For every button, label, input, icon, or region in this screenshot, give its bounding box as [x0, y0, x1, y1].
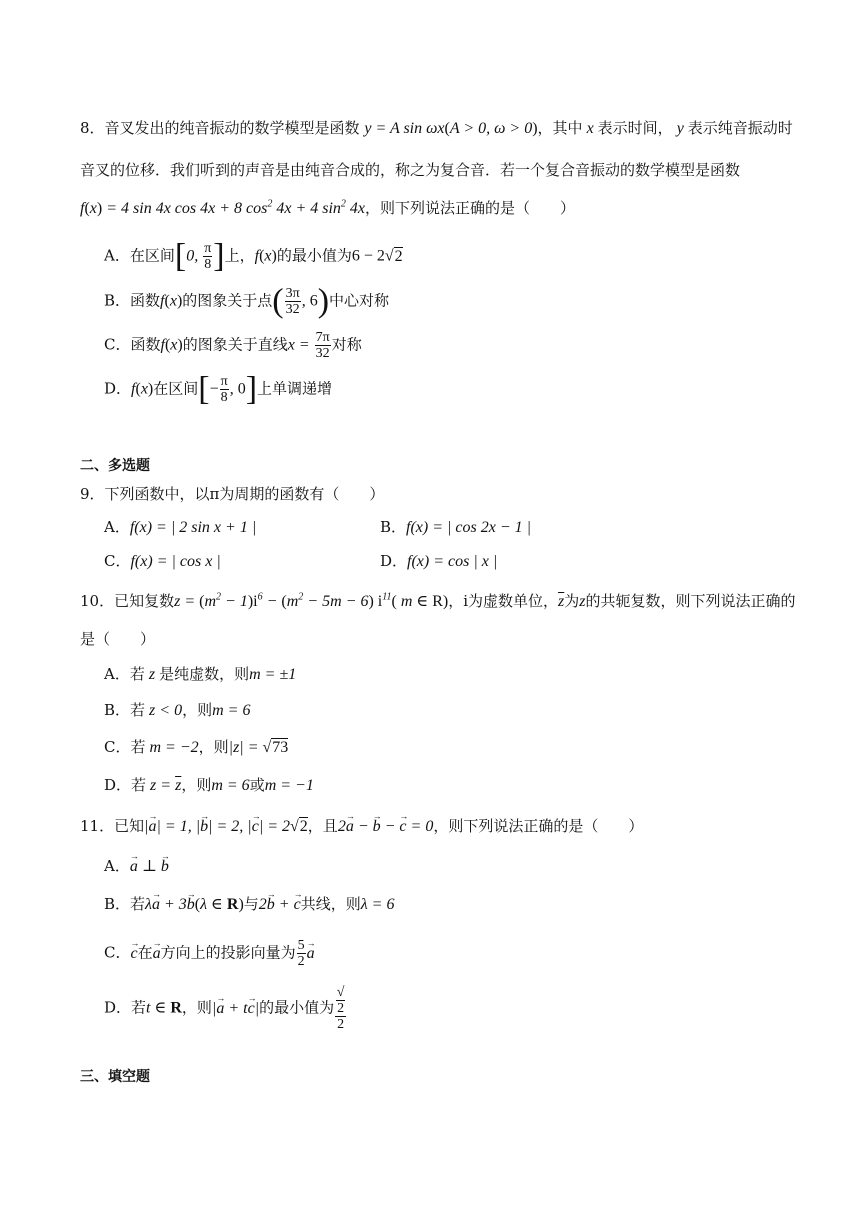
option-label: D． — [104, 776, 132, 794]
q8-formula-model: y = A sin ωx(A > 0, ω > 0) — [364, 120, 538, 137]
option-label: A． — [104, 857, 130, 875]
option-text: 函数 — [130, 291, 161, 310]
q11-option-d: D．若t ∈ R，则|→ a + t→ c|的最小值为 √ 2 2 — [104, 985, 347, 1032]
q10-option-d: D．若 $z = \overline{z}$，则m = 6或m = −1 — [104, 776, 314, 794]
option-text: 若 — [129, 665, 145, 683]
q8-var-y: y — [672, 120, 688, 137]
q11-option-b: B．若λ→ a + 3→ b(λ ∈ R)与2→ b + → c共线，则λ = 6 — [104, 893, 394, 916]
option-text: 方向上的投影向量为 — [160, 943, 296, 962]
q8-var-x: x — [582, 120, 598, 137]
q10-stem-line2: 是（ ） — [80, 630, 156, 648]
option-label: B． — [380, 518, 407, 536]
option-text: ，则 — [198, 738, 229, 756]
fraction: $\frac{5}{2}$ — [297, 938, 305, 969]
q8-number: 8． — [80, 119, 105, 137]
q8-option-d: D．f(x)在区间[− $\frac{\pi}{8}$ , 0]上单调递增 — [104, 370, 333, 408]
q8-line1 — [80, 117, 793, 140]
option-label: D． — [380, 552, 408, 570]
q9-stem — [80, 483, 384, 505]
q8-text: 表示纯音振动时 — [687, 119, 793, 137]
option-text: 在区间 — [153, 379, 199, 398]
q8-option-a: A．在区间[0, $\frac{\pi}{8}$ ]上，f(x)的最小值为6 − 2√2 — [104, 237, 403, 275]
option-text: 的图象关于直线 — [182, 335, 288, 354]
option-label: C． — [104, 552, 131, 570]
option-text: 的最小值为 — [259, 998, 335, 1017]
option-text: 中心对称 — [329, 291, 390, 310]
q9-option-c: C．f(x) = | cos x | — [104, 552, 221, 570]
option-label: C． — [104, 738, 131, 756]
q10-option-a: A．若 z 是纯虚数，则m = ±1 — [104, 665, 297, 683]
option-text: ，则 — [182, 701, 213, 719]
option-text: 的最小值为 — [276, 246, 352, 265]
option-text: 若 — [130, 738, 146, 756]
option-text: 上单调递增 — [257, 379, 333, 398]
q8-text: 表示时间， — [597, 119, 673, 137]
option-label: A． — [104, 665, 130, 683]
option-label: B． — [104, 701, 131, 719]
q9-option-d: D．f(x) = cos | x | — [380, 552, 498, 570]
option-text: 在 — [137, 943, 153, 962]
option-text: 函数 — [130, 335, 161, 354]
option-text: 若 — [131, 998, 147, 1017]
q10-text: ，i为虚数单位， — [448, 592, 559, 610]
option-text: ，则 — [181, 998, 212, 1017]
option-text: 与 — [243, 895, 259, 913]
option-text: 若 — [131, 776, 147, 794]
q10-text: 为 — [564, 592, 580, 610]
q10-number: 10． — [80, 592, 115, 610]
option-label: C． — [104, 335, 131, 354]
option-text: 共线，则 — [300, 895, 361, 913]
q9-number: 9． — [80, 485, 105, 503]
q8-text: ，则下列说法正确的是（ ） — [365, 199, 576, 217]
option-label: D． — [104, 998, 132, 1017]
option-text: 或 — [249, 776, 265, 794]
option-text: 的图象关于点 — [182, 291, 273, 310]
section-title: 三、填空题 — [80, 1069, 150, 1085]
q10-text: 已知复数 — [114, 592, 175, 610]
option-text: 是纯虚数，则 — [159, 665, 250, 683]
fraction: $\frac{\pi}{8}$ — [220, 374, 228, 405]
q11-text: ，则下列说法正确的是（ ） — [433, 817, 644, 835]
q9-option-b: B．f(x) = | cos 2x − 1 | — [380, 518, 532, 536]
q9-text: 下列函数中，以π为周期的函数有（ ） — [104, 485, 385, 503]
fraction: $\frac{7\pi}{32}$ — [315, 330, 330, 361]
q8-text: 音叉发出的纯音振动的数学模型是函数 — [104, 119, 360, 137]
q11-stem: 11．已知|→ a| = 1, |→ b| = 2, |→ c| = 2√2，且2→ a − → b − → c = 0，则下列说法正确的是（ ） — [80, 815, 643, 838]
option-text: 上， — [224, 246, 255, 265]
q10-stem: 10．已知复数$z = (m^2 - 1)i^6 - (m^2 - 5m - 6)$ $i^{11}$( m ∈ R)，i为虚数单位，$\overline{z}$为z的共轭复数，则下列说法正确的 — [80, 591, 796, 610]
option-text: 对称 — [331, 335, 362, 354]
q8-line3 — [80, 197, 575, 220]
option-label: A． — [104, 518, 130, 536]
fraction: √ 2 2 — [336, 985, 345, 1032]
option-text: 若 — [130, 701, 146, 719]
q10-option-c: C．若 m = −2，则|z| = √73 — [104, 738, 289, 756]
q8-option-c: C．函数f(x)的图象关于直线x = $\frac{7\pi}{32}$ 对称 — [104, 330, 362, 361]
option-label: B． — [104, 291, 131, 310]
option-label: A． — [104, 246, 130, 265]
option-label: D． — [104, 379, 132, 398]
option-label: B． — [104, 895, 131, 913]
q11-text: 已知 — [114, 817, 145, 835]
q10-text: 的共轭复数，则下列说法正确的 — [585, 592, 796, 610]
q11-option-a: A．→ a ⊥ → b — [104, 855, 169, 878]
option-text: 在区间 — [129, 246, 175, 265]
q9-option-a: A．f(x) = | 2 sin x + 1 | — [104, 518, 257, 536]
q8-text: ，其中 — [537, 119, 583, 137]
q8-option-b: B．函数f(x)的图象关于点( $\frac{3\pi}{32}$ , 6)中心对称 — [104, 282, 390, 320]
q8-formula-f: f(x) = 4 sin 4x cos 4x + 8 $\cos^2 4x + 4$ $\sin^2 4x$ — [80, 198, 366, 217]
fraction: $\frac{3\pi}{32}$ — [285, 286, 300, 317]
q11-option-c: C．→ c在→ a方向上的投影向量为 $\frac{5}{2}$ → a — [104, 938, 315, 969]
q10-option-b: B．若 z < 0，则m = 6 — [104, 701, 251, 719]
option-text: ，则 — [181, 776, 212, 794]
fraction: $\frac{\pi}{8}$ — [204, 241, 212, 272]
q8-line2: 音叉的位移．我们听到的声音是由纯音合成的，称之为复合音．若一个复合音振动的数学模型是函数 — [80, 161, 741, 179]
section-title: 二、多选题 — [80, 458, 150, 474]
option-text: 若 — [130, 895, 146, 913]
q11-number: 11． — [80, 817, 115, 835]
option-label: C． — [104, 943, 131, 962]
q11-text: ，且 — [307, 817, 338, 835]
